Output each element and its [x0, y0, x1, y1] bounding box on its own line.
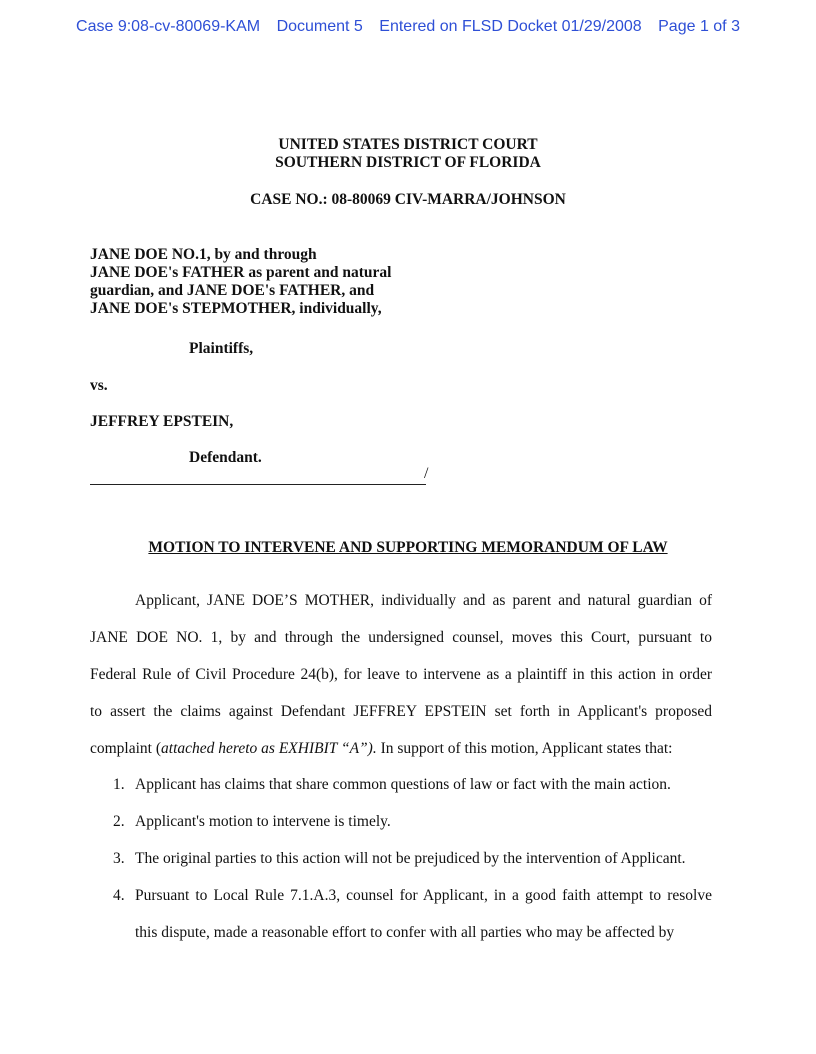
versus-label: vs. [90, 377, 108, 394]
court-name: UNITED STATES DISTRICT COURT [278, 136, 538, 153]
paragraph-line: Applicant, JANE DOE’S MOTHER, individually and as parent and natural guardian of [135, 592, 712, 609]
page-count-stamp: Page 1 of 3 [658, 18, 740, 35]
document-number-stamp: Document 5 [276, 18, 363, 35]
caption-divider-line [90, 484, 426, 485]
paragraph-line [90, 730, 712, 767]
case-number: CASE NO.: 08-80069 CIV-MARRA/JOHNSON [250, 191, 566, 208]
caption-slash: / [424, 465, 429, 482]
list-text: Pursuant to Local Rule 7.1.A.3, counsel for Applicant, in a good faith attempt to resolve [135, 887, 712, 904]
plaintiffs-label: Plaintiffs, [189, 340, 254, 357]
exhibit-reference: attached hereto as EXHIBIT “A”). [161, 740, 377, 757]
paragraph-line: Federal Rule of Civil Procedure 24(b), for leave to intervene as a plaintiff in this action in order [90, 666, 712, 683]
list-number: 4. [113, 887, 125, 904]
plaintiff-line: JANE DOE's STEPMOTHER, individually, [90, 300, 382, 317]
plaintiff-line: JANE DOE NO.1, by and through [90, 246, 317, 263]
list-number: 1. [113, 776, 125, 793]
list-number: 2. [113, 813, 125, 830]
defendant-label: Defendant. [189, 449, 262, 466]
motion-title: MOTION TO INTERVENE AND SUPPORTING MEMORANDUM OF LAW [148, 539, 668, 556]
list-number: 3. [113, 850, 125, 867]
paragraph-text: In support of this motion, Applicant states that: [376, 740, 673, 757]
plaintiff-line: guardian, and JANE DOE's FATHER, and [90, 282, 375, 299]
docket-header-stamp [0, 18, 816, 36]
list-text: The original parties to this action will not be prejudiced by the intervention of Applicant. [135, 850, 686, 867]
intro-paragraph [90, 582, 712, 767]
paragraph-line: to assert the claims against Defendant JEFFREY EPSTEIN set forth in Applicant's proposed [90, 703, 712, 720]
list-text: this dispute, made a reasonable effort to confer with all parties who may be affected by [135, 924, 675, 941]
paragraph-line: JANE DOE NO. 1, by and through the undersigned counsel, moves this Court, pursuant to [90, 629, 712, 646]
list-text: Applicant's motion to intervene is timely. [135, 813, 391, 830]
plaintiff-line: JANE DOE's FATHER as parent and natural [90, 264, 392, 281]
case-number-stamp: Case 9:08-cv-80069-KAM [76, 18, 261, 35]
plaintiff-parties [90, 246, 391, 318]
paragraph-text: complaint ( [90, 740, 162, 757]
list-text: Applicant has claims that share common questions of law or fact with the main action. [135, 776, 671, 793]
court-district: SOUTHERN DISTRICT OF FLORIDA [275, 154, 541, 171]
defendant-name: JEFFREY EPSTEIN, [90, 413, 234, 430]
entered-date-stamp: Entered on FLSD Docket 01/29/2008 [379, 18, 642, 35]
